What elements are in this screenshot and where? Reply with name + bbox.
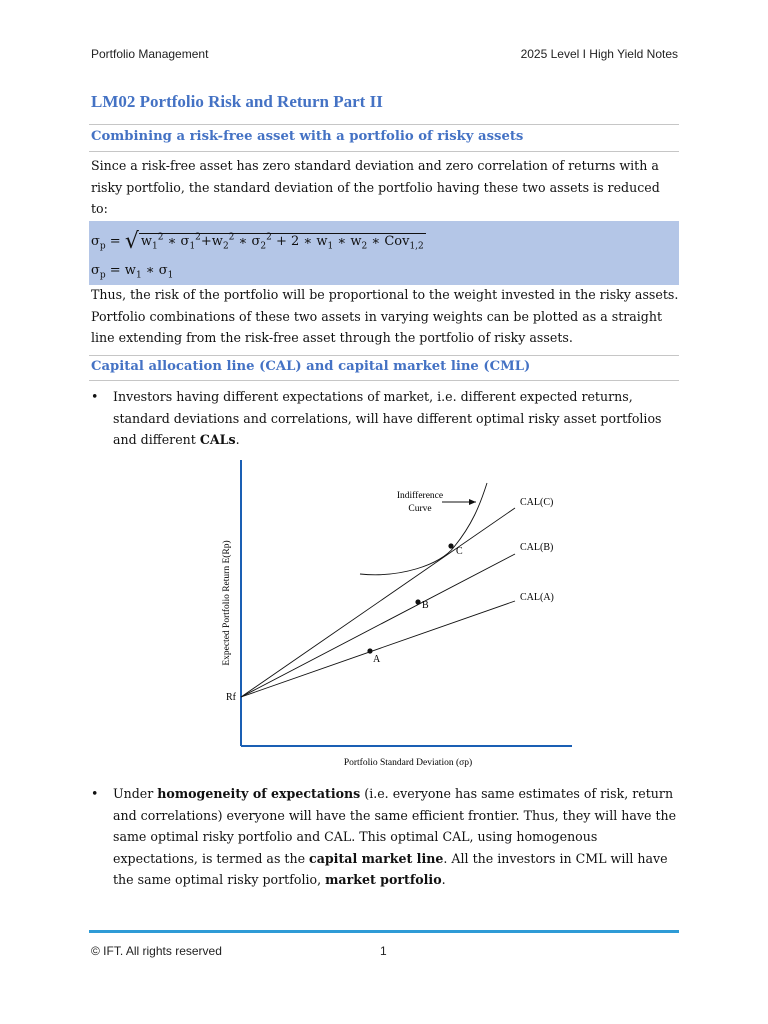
indifference-label: Indifference xyxy=(396,491,444,501)
point-c-label: C xyxy=(456,546,463,557)
bullet-line: Investors having different expectations of market, i.e. different expected returns, xyxy=(113,389,633,404)
cal-a-label: CAL(A) xyxy=(520,592,554,603)
point-b-label: B xyxy=(422,600,429,611)
section2-heading: Capital allocation line (CAL) and capital market line (CML) xyxy=(91,359,531,374)
section2-rule xyxy=(89,380,679,381)
indifference-label: Curve xyxy=(408,504,432,514)
page-number: 1 xyxy=(380,944,387,958)
formula-full: $\sigma_p$ = √ $w_1^2$ ∗ $\sigma_1^2+w_2^2$ ∗ $\sigma_2^2 + 2$ ∗ $w_1$ ∗ $w_2$ ∗ Cov$_{1,2}$ xyxy=(91,229,424,254)
after-line: Thus, the risk of the portfolio will be proportional to the weight invested in the risky assets. xyxy=(91,287,679,302)
cal-b-label: CAL(B) xyxy=(520,542,554,553)
y-axis-label: Expected Portfolio Return E(Rp) xyxy=(222,540,232,666)
cal-a-line xyxy=(241,601,515,697)
point-b xyxy=(415,599,420,604)
bullet-line: standard deviations and correlations, will have different optimal risky asset portfolios xyxy=(113,410,662,426)
after-line: line extending from the risk-free asset through the portfolio of risky assets. xyxy=(91,330,573,345)
footer-rule xyxy=(89,930,679,933)
x-axis-label: Portfolio Standard Deviation (σp) xyxy=(343,758,473,768)
bullet-line: same optimal risky portfolio and CAL. This optimal CAL, using homogenous xyxy=(113,829,598,844)
bullet-dot-icon: • xyxy=(91,389,99,404)
bullet-line: Under homogeneity of expectations (i.e. everyone has same estimates of risk, return xyxy=(113,786,674,801)
footer-copyright: © IFT. All rights reserved xyxy=(91,944,222,958)
point-a-label: A xyxy=(373,654,381,665)
cal-b-line xyxy=(241,554,515,697)
bullet-2-text xyxy=(113,783,676,891)
arrow-head-icon xyxy=(469,499,476,505)
origin-label: Rf xyxy=(226,692,236,703)
bullet-line: expectations, is termed as the capital market line. All the investors in CML will have xyxy=(113,850,668,866)
section1-rule xyxy=(89,151,679,152)
bullet-line: the same optimal risky portfolio, market portfolio. xyxy=(113,872,446,887)
cal-c-label: CAL(C) xyxy=(520,497,554,508)
bullet-line: and different CALs. xyxy=(113,432,240,447)
point-c xyxy=(448,543,453,548)
bullet-line: and correlations) everyone will have the same efficient frontier. Thus, they will have the xyxy=(113,807,677,823)
bullet-dot-icon: • xyxy=(91,786,99,801)
formula-reduced: $\sigma_p = w_1$ ∗ $\sigma_1$ xyxy=(91,263,174,281)
title-rule xyxy=(89,124,679,125)
section1-heading: Combining a risk-free asset with a portfolio of risky assets xyxy=(91,129,524,144)
cal-chart xyxy=(210,455,590,780)
section1-after xyxy=(91,284,681,349)
intro-line: to: xyxy=(91,201,108,216)
after-line: Portfolio combinations of these two assets in varying weights can be plotted as a straight xyxy=(91,308,663,324)
cal-c-line xyxy=(241,508,515,697)
bullet-1-text xyxy=(113,386,662,451)
point-a xyxy=(367,648,372,653)
header-left: Portfolio Management xyxy=(91,47,209,61)
section2-top-rule xyxy=(89,355,679,356)
section1-intro xyxy=(91,155,681,220)
header-right: 2025 Level I High Yield Notes xyxy=(520,47,678,61)
intro-line: Since a risk-free asset has zero standard deviation and zero correlation of returns with a xyxy=(91,158,659,173)
intro-line: risky portfolio, the standard deviation of the portfolio having these two assets is reduced xyxy=(91,179,660,195)
page-title: LM02 Portfolio Risk and Return Part II xyxy=(91,92,383,111)
